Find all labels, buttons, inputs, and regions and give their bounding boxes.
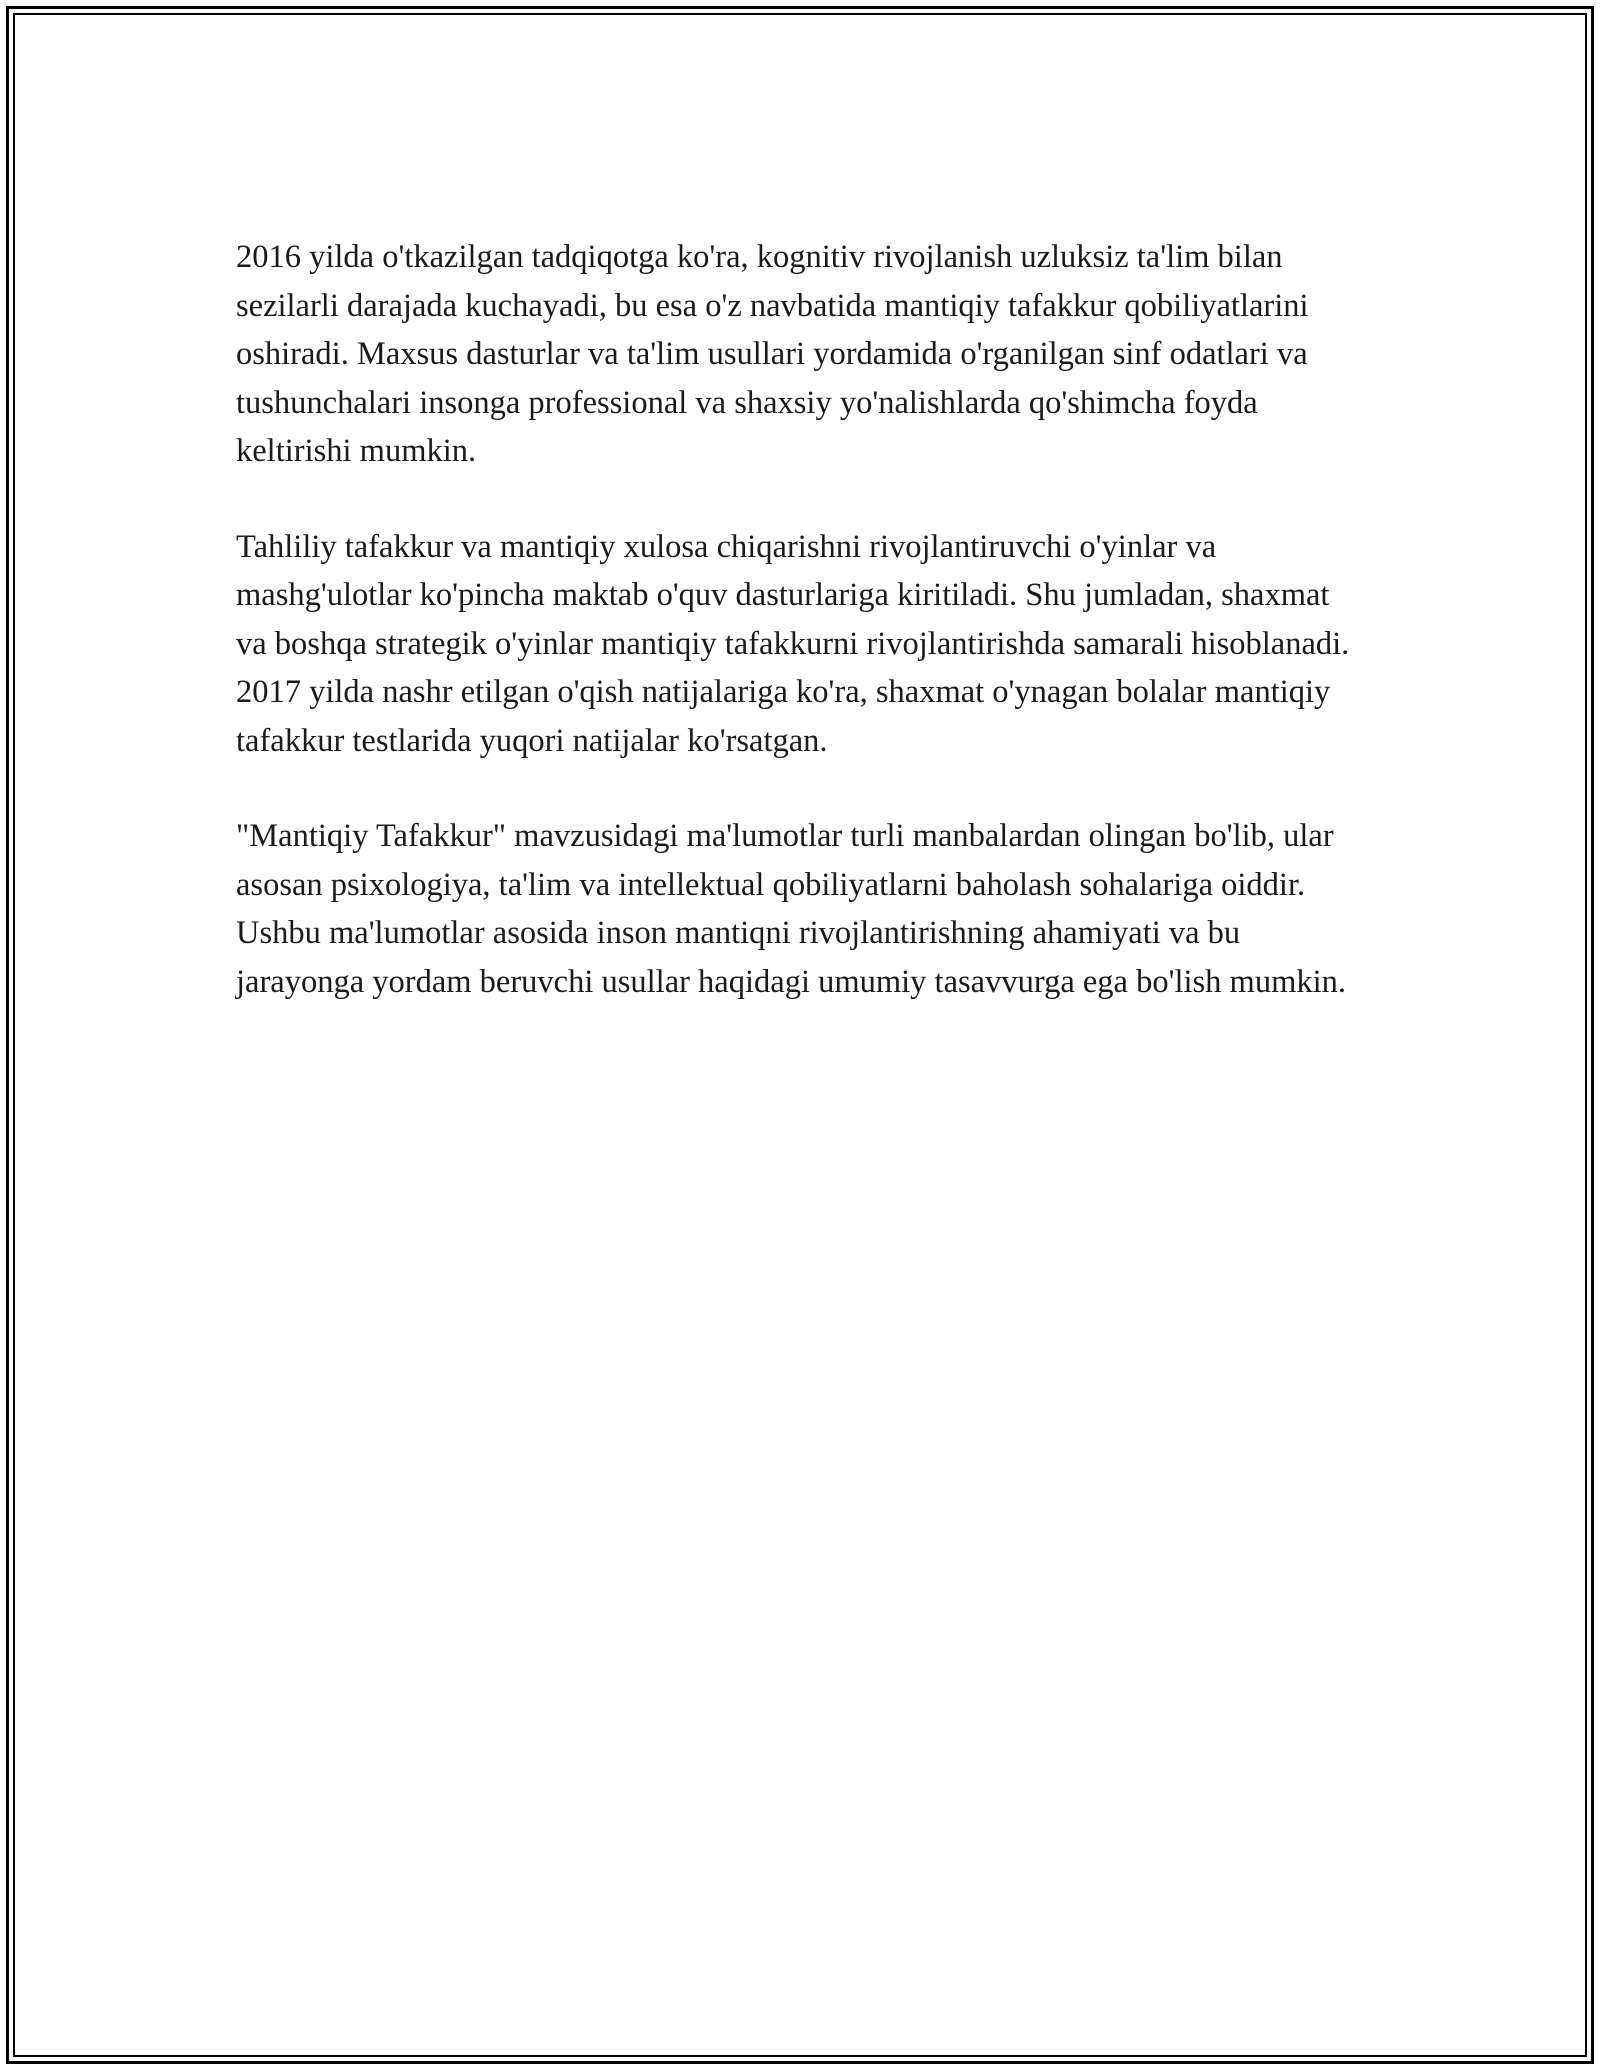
- paragraph-3: "Mantiqiy Tafakkur" mavzusidagi ma'lumotlar turli manbalardan olingan bo'lib, ular asosan psixologiya, ta'lim va intellektual qobiliyatlarni baholash sohalariga oiddir. Ushbu ma'lumotlar asosida inson mantiqni rivojlantirishning ahamiyati va bu jarayonga yordam beruvchi usullar haqidagi umumiy tasavvurga ega bo'lish mumkin.: [236, 818, 1346, 1000]
- paragraph-1: 2016 yilda o'tkazilgan tadqiqotga ko'ra, kognitiv rivojlanish uzluksiz ta'lim bilan sezilarli darajada kuchayadi, bu esa o'z navbatida mantiqiy tafakkur qobiliyatlarini oshiradi. Maxsus dasturlar va ta'lim usullari yordamida o'rganilgan sinf odatlari va tushunchalari insonga professional va shaxsiy yo'nalishlarda qo'shimcha foyda keltirishi mumkin.: [236, 239, 1309, 469]
- paragraph-2: Tahliliy tafakkur va mantiqiy xulosa chiqarishni rivojlantiruvchi o'yinlar va mashg'ulotlar ko'pincha maktab o'quv dasturlariga kiritiladi. Shu jumladan, shaxmat va boshqa strategik o'yinlar mantiqiy tafakkurni rivojlantirishda samarali hisoblanadi. 2017 yilda nashr etilgan o'qish natijalariga ko'ra, shaxmat o'ynagan bolalar mantiqiy tafakkur testlarida yuqori natijalar ko'rsatgan.: [236, 528, 1350, 759]
- document-body: [236, 233, 1366, 1053]
